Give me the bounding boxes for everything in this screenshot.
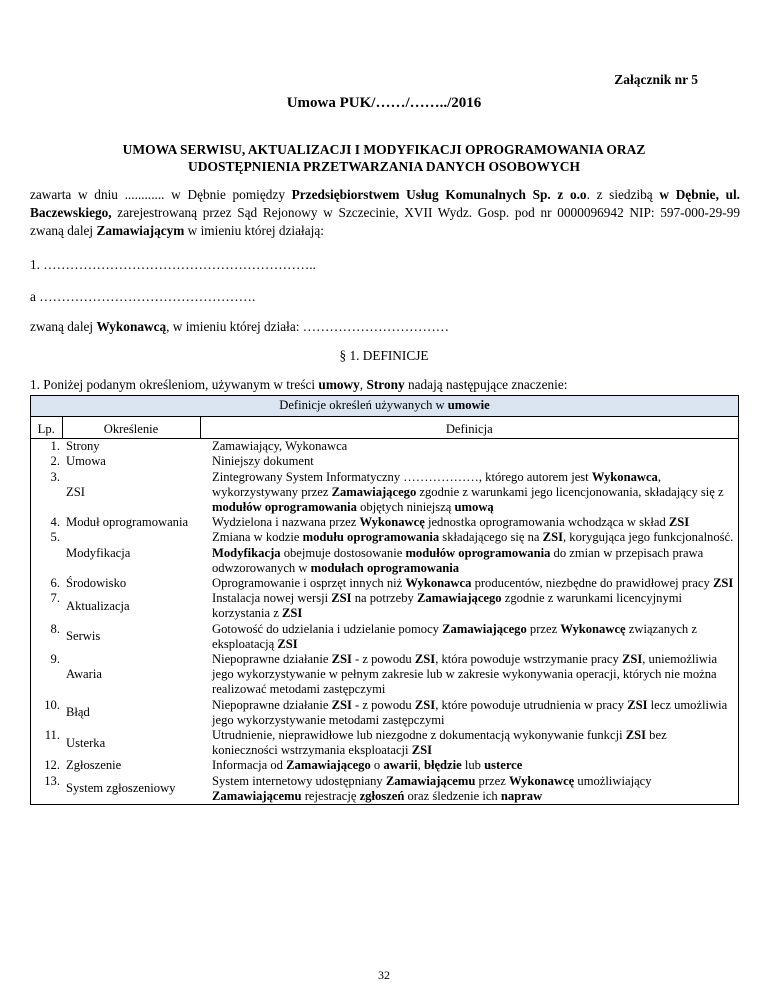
row-definition: Utrudnienie, nieprawidłowe lub niezgodne z dokumentacją wykonywanie funkcji ZSI bez konieczności wstrzymania eksploatacji ZSI	[200, 728, 739, 758]
table-row	[31, 576, 739, 591]
row-definition: Niepoprawne działanie ZSI - z powodu ZSI, które powoduje utrudnienia w pracy ZSI lecz umożliwia jego wykorzystywanie metodami zastępczymi	[200, 698, 739, 728]
intro-text-2: . z siedzibą	[586, 187, 660, 202]
table-row	[31, 515, 739, 530]
column-header-term: Określenie	[62, 417, 200, 439]
section-heading: § 1. DEFINICJE	[339, 348, 429, 363]
table-header-row	[31, 417, 739, 439]
row-number: 5.	[31, 530, 63, 576]
def-intro-bold-2: Strony	[366, 377, 405, 392]
row-definition: System internetowy udostępniany Zamawiającemu przez Wykonawcę umożliwiający Zamawiającemu rejestrację zgłoszeń oraz śledzenie ich napraw	[200, 774, 739, 805]
table-row	[31, 728, 739, 758]
row-number: 8.	[31, 622, 63, 652]
contractor-line	[30, 319, 449, 335]
def-intro-text-3: nadają następujące znaczenie:	[404, 377, 568, 392]
row-term: Środowisko	[66, 576, 127, 591]
company-name: Przedsiębiorstwem Usług Komunalnych Sp. z o.o	[291, 187, 587, 202]
intro-text-1: zawarta w dniu ............ w Dębnie pomiędzy	[30, 187, 292, 202]
party-line-2: a ………………………………………….	[30, 289, 256, 304]
contract-number: Umowa PUK/……/……../2016	[286, 95, 482, 111]
row-definition: Wydzielona i nazwana przez Wykonawcę jednostka oprogramowania wchodząca w skład ZSI	[200, 515, 739, 530]
row-number: 12.	[31, 758, 63, 773]
table-row	[31, 698, 739, 728]
row-definition: Zmiana w kodzie modułu oprogramowania składającego się na ZSI, korygująca jego funkcjonalność. Modyfikacja obejmuje dostosowanie modułów oprogramowania do zmian w przepisach prawa odwzorowanych w modułach oprogramowania	[200, 530, 739, 576]
row-number: 4.	[31, 515, 63, 530]
row-term: ZSI	[66, 484, 85, 499]
definitions-table	[30, 395, 739, 805]
table-row	[31, 530, 739, 576]
row-number: 6.	[31, 576, 63, 591]
table-row	[31, 652, 739, 698]
annex-label: Załącznik nr 5	[614, 72, 698, 87]
title-line-2: UDOSTĘPNIENIA PRZETWARZANIA DANYCH OSOBOWYCH	[188, 159, 580, 174]
row-term: Moduł oprogramowania	[66, 515, 189, 530]
column-header-definition: Definicja	[200, 417, 739, 439]
row-term: Zgłoszenie	[66, 758, 122, 773]
row-term: Serwis	[66, 629, 101, 644]
title-line-1: UMOWA SERWISU, AKTUALIZACJI I MODYFIKACJI OPROGRAMOWANIA ORAZ	[122, 142, 646, 157]
page-number: 32	[378, 968, 390, 982]
row-term: Awaria	[66, 667, 102, 682]
table-body	[31, 439, 739, 805]
row-definition: Zintegrowany System Informatyczny ………………, którego autorem jest Wykonawca, wykorzystywany przez Zamawiającego zgodnie z warunkami jego licencjonowania, składający się z modułów oprogramowania objętych niniejszą umową	[200, 470, 739, 516]
contractor-pre: zwaną dalej	[30, 319, 97, 334]
table-row	[31, 758, 739, 773]
intro-text-4: w imieniu której działają:	[184, 223, 324, 238]
table-row	[31, 591, 739, 621]
row-term: System zgłoszeniowy	[62, 774, 200, 805]
table-caption-row	[31, 396, 739, 417]
row-term: Błąd	[66, 705, 90, 720]
row-definition: Niniejszy dokument	[200, 454, 739, 469]
row-number: 9.	[31, 652, 63, 698]
table-caption	[31, 396, 739, 417]
company-seat: w Dębnie, ul. Baczewskiego,	[30, 187, 740, 220]
row-number: 7.	[31, 591, 63, 621]
row-definition: Niepoprawne działanie ZSI - z powodu ZSI, która powoduje wstrzymanie pracy ZSI, uniemożliwia jego wykorzystywanie w pełnym zakresie lub w zakresie wykonywania operacji, których nie można realizować metodami zastępczymi	[200, 652, 739, 698]
row-definition: Zamawiający, Wykonawca	[200, 439, 739, 455]
row-number: 3.	[31, 470, 63, 516]
row-definition: Oprogramowanie i osprzęt innych niż Wykonawca producentów, niezbędne do prawidłowej pracy ZSI	[200, 576, 739, 591]
document-title	[60, 141, 708, 175]
table-row	[31, 470, 739, 516]
row-number: 11.	[31, 728, 63, 758]
table-row	[31, 454, 739, 469]
table-row	[31, 774, 739, 805]
row-number: 2.	[31, 454, 63, 469]
intro-text-3: zarejestrowaną przez Sąd Rejonowy w Szczecinie, XVII Wydz. Gosp. pod nr 0000096942 NIP: 597-000-29-99 zwaną dalej	[30, 205, 740, 238]
row-definition: Instalacja nowej wersji ZSI na potrzeby Zamawiającego zgodnie z warunkami licencyjnymi korzystania z ZSI	[200, 591, 739, 621]
row-number: 1.	[31, 439, 63, 455]
row-number: 13.	[31, 774, 63, 805]
row-definition: Gotowość do udzielania i udzielanie pomocy Zamawiającego przez Wykonawcę związanych z eksploatacją ZSI	[200, 622, 739, 652]
row-term: Strony	[66, 439, 100, 454]
client-name: Zamawiającym	[96, 223, 185, 238]
def-intro-text-2: ,	[359, 377, 367, 392]
row-term: Umowa	[66, 454, 106, 469]
table-row	[31, 622, 739, 652]
contractor-name: Wykonawcą	[96, 319, 167, 334]
def-intro-text-1: 1. Poniżej podanym określeniom, używanym w treści	[30, 377, 319, 392]
caption-bold: umowie	[447, 398, 490, 413]
caption-text: Definicje określeń używanych w	[279, 398, 448, 413]
row-term: Modyfikacja	[66, 545, 131, 560]
intro-paragraph	[30, 186, 740, 240]
contractor-post: , w imieniu której działa: ……………………………	[166, 319, 450, 334]
table-row	[31, 439, 739, 455]
row-term: Aktualizacja	[66, 598, 130, 613]
party-line-1: 1. ……………………………………………………..	[30, 257, 316, 272]
def-intro-bold-1: umowy	[318, 377, 360, 392]
definitions-intro	[30, 377, 567, 393]
row-definition: Informacja od Zamawiającego o awarii, błędzie lub usterce	[200, 758, 739, 773]
row-term: Usterka	[66, 735, 106, 750]
column-header-lp: Lp.	[31, 417, 63, 439]
row-number: 10.	[31, 698, 63, 728]
